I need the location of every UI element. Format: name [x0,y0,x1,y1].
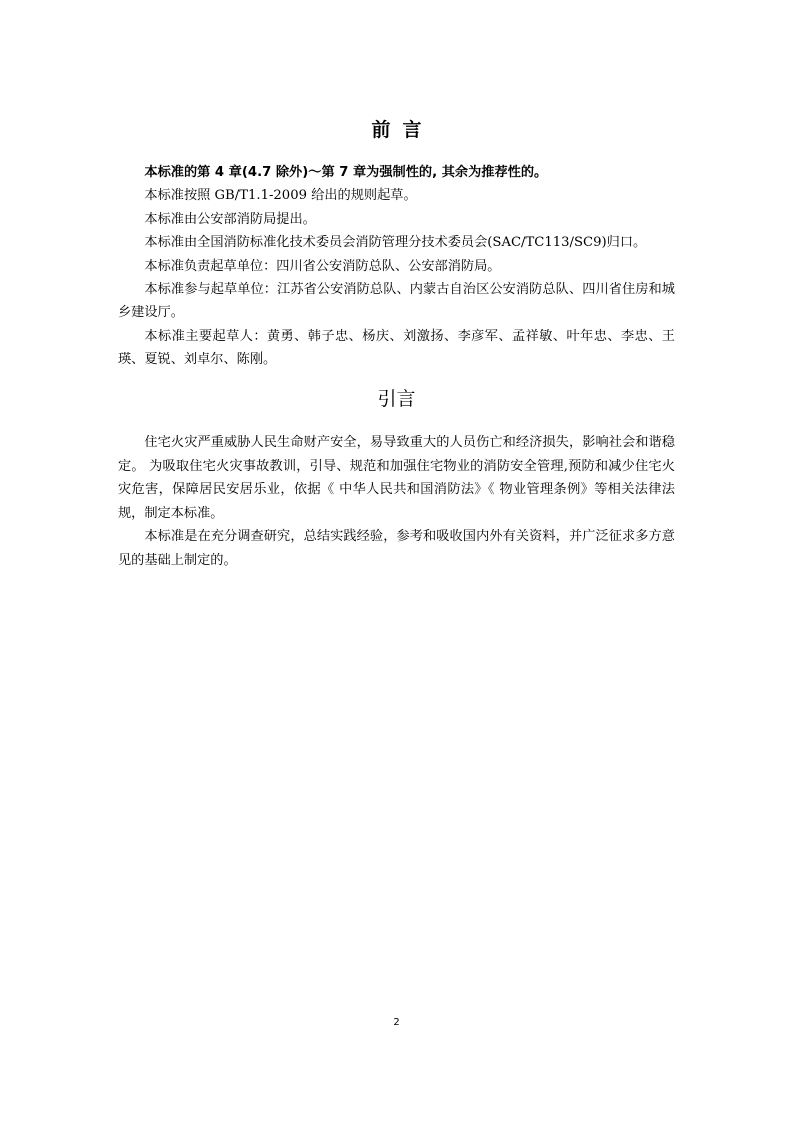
preface-paragraph: 本标准的第 4 章(4.7 除外)～第 7 章为强制性的, 其余为推荐性的。 [144,165,548,180]
preface-paragraph: 本标准参与起草单位：江苏省公安消防总队、内蒙古自治区公安消防总队、四川省住房和城乡建设厅。 [118,282,675,321]
preface-paragraph: 本标准由公安部消防局提出。 [144,211,316,227]
introduction-paragraph: 住宅火灾严重威胁人民生命财产安全，易导致重大的人员伤亡和经济损失，影响社会和谐稳定。 为吸取住宅火灾事故教训，引导、规范和加强住宅物业的消防安全管理,预防和减少住宅火灾危害，保障居民安居乐业，依据《 中华人民共和国消防法》《 物业管理条例》等相关法律法规，制定本标准。 [118,435,675,521]
page-number: 2 [393,1017,400,1028]
preface-title: 前言 [371,119,434,141]
preface-section [118,161,675,372]
preface-paragraph: 本标准由全国消防标准化技术委员会消防管理分技术委员会(SAC/TC113/SC9)归口。 [144,235,647,251]
preface-paragraph: 本标准主要起草人：黄勇、韩子忠、杨庆、刘激扬、李彦军、孟祥敏、叶年忠、李忠、王瑛、夏锐、刘卓尔、陈刚。 [118,328,675,368]
preface-paragraph: 本标准负责起草单位：四川省公安消防总队、公安部消防局。 [144,258,501,274]
introduction-section [118,431,675,573]
introduction-title: 引言 [377,388,416,410]
introduction-paragraph: 本标准是在充分调查研究，总结实践经验，参考和吸收国内外有关资料，并广泛征求多方意见的基础上制定的。 [118,529,675,568]
preface-paragraph: 本标准按照 GB/T1.1-2009 给出的规则起草。 [144,188,417,204]
